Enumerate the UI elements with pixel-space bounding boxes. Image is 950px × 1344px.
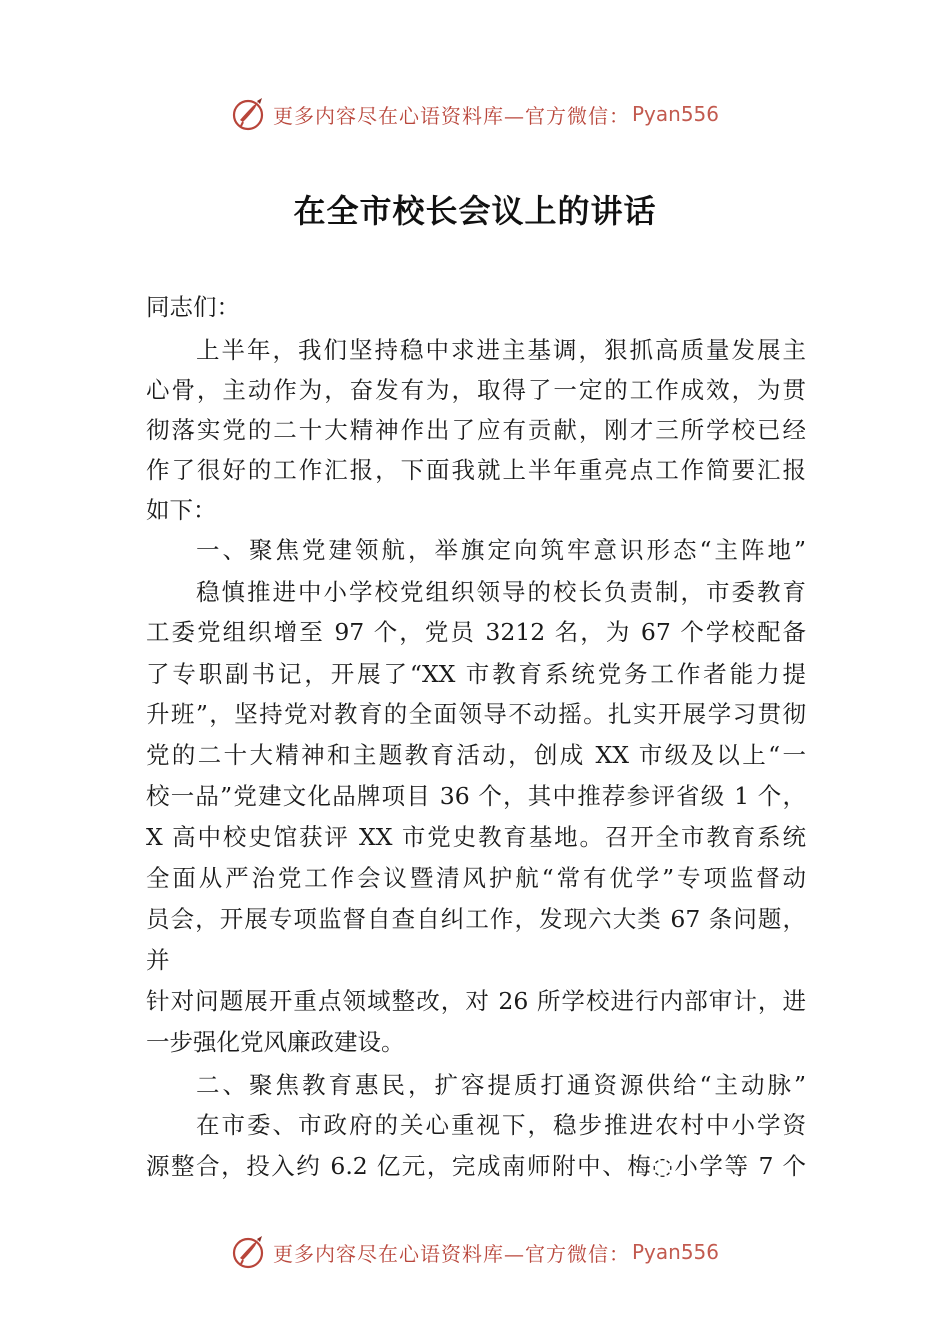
paragraph-line: 并: [146, 946, 170, 974]
watermark-text: 更多内容尽在心语资料库—官方微信：: [272, 103, 630, 128]
section-heading: 一、聚焦党建领航，举旗定向筑牢意识形态“主阵地”: [196, 536, 806, 564]
paragraph-line: 校一品”党建文化品牌项目 36 个，其中推荐参评省级 1 个，: [146, 782, 806, 810]
paragraph-line: 针对问题展开重点领域整改，对 26 所学校进行内部审计，进: [146, 987, 806, 1015]
watermark-wechat-id: Pyan556: [631, 1240, 719, 1264]
paragraph-line: 工委党组织增至 97 个，党员 3212 名，为 67 个学校配备: [146, 618, 806, 646]
paragraph-line: 作了很好的工作汇报，下面我就上半年重亮点工作简要汇报: [146, 456, 806, 484]
paragraph-line: 升班”，坚持党对教育的全面领导不动摇。扎实开展学习贯彻: [146, 700, 806, 728]
watermark-wechat-id: Pyan556: [631, 102, 719, 126]
paragraph-line: X 高中校史馆获评 XX 市党史教育基地。召开全市教育系统: [146, 823, 806, 851]
paragraph-line: 全面从严治党工作会议暨清风护航“常有优学”专项监督动: [146, 864, 806, 892]
paragraph-line: 上半年，我们坚持稳中求进主基调，狠抓高质量发展主: [196, 336, 806, 364]
paragraph-line: 员会，开展专项监督自查自纠工作，发现六大类 67 条问题，: [146, 905, 806, 933]
paragraph-line: 源整合，投入约 6.2 亿元，完成南师附中、梅◌小学等 7 个: [146, 1152, 806, 1180]
watermark-footer: [0, 1230, 950, 1274]
pen-logo-icon: [231, 1234, 267, 1270]
paragraph-line: 心骨，主动作为，奋发有为，取得了一定的工作成效，为贯: [146, 376, 806, 404]
paragraph-line: 党的二十大精神和主题教育活动，创成 XX 市级及以上“一: [146, 741, 806, 769]
paragraph-line: 彻落实党的二十大精神作出了应有贡献，刚才三所学校已经: [146, 416, 806, 444]
paragraph-line: 一步强化党风廉政建设。: [146, 1028, 405, 1056]
watermark-text: 更多内容尽在心语资料库—官方微信：: [272, 1241, 630, 1266]
pen-logo-icon: [231, 96, 267, 132]
salutation: 同志们：: [146, 293, 240, 321]
section-heading: 二、聚焦教育惠民，扩容提质打通资源供给“主动脉”: [196, 1071, 806, 1099]
paragraph-line: 在市委、市政府的关心重视下，稳步推进农村中小学资: [196, 1111, 806, 1139]
watermark-header: [0, 92, 950, 136]
document-title: 在全市校长会议上的讲话: [293, 192, 657, 230]
paragraph-line: 如下：: [146, 496, 217, 524]
paragraph-line: 了专职副书记，开展了“XX 市教育系统党务工作者能力提: [146, 660, 806, 688]
paragraph-line: 稳慎推进中小学校党组织领导的校长负责制，市委教育: [196, 578, 806, 606]
